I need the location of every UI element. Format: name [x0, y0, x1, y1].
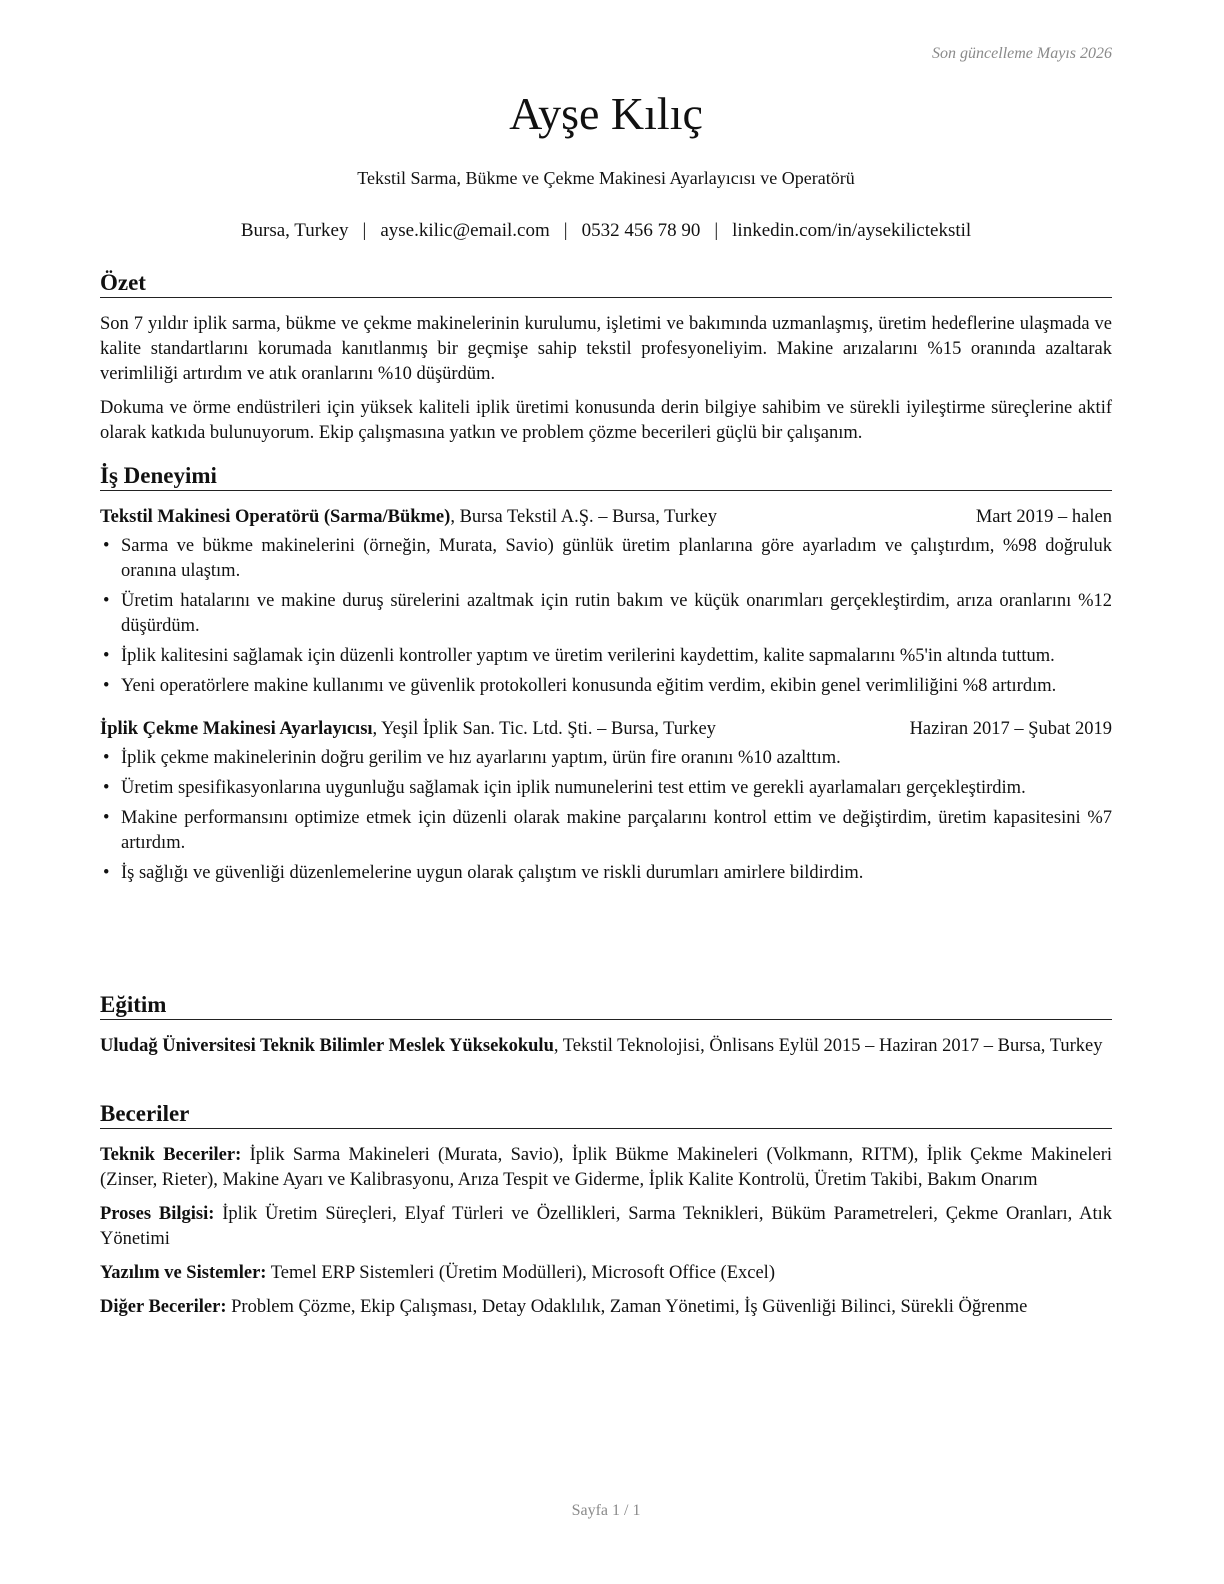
school-name: Uludağ Üniversitesi Teknik Bilimler Meslek Yüksekokulu	[100, 1036, 554, 1057]
bullet-icon: •	[103, 808, 110, 829]
skill-text: Problem Çözme, Ekip Çalışması, Detay Odaklılık, Zaman Yönetimi, İş Güvenliği Bilinci, Sürekli Öğrenme	[226, 1297, 1028, 1318]
skills-section	[100, 1101, 1112, 1329]
last-updated: Son güncelleme Mayıs 2026	[932, 45, 1112, 62]
education-entry	[100, 1034, 1112, 1059]
education-section	[100, 992, 1112, 1068]
skill-group	[100, 1202, 1112, 1252]
summary-paragraph: Son 7 yıldır iplik sarma, bükme ve çekme makinelerinin kurulumu, işletimi ve bakımında uzmanlaşmış, üretim hedeflerine ulaşmada ve kalite standartlarını korumada kanıtlanmış bir geçmişe sahip tekstil profesyoneliyim. Makine arızalarını %15 oranında azaltarak verimliliği artırdım ve atık oranlarını %10 düşürdüm.	[100, 314, 1112, 385]
contact-phone: 0532 456 78 90	[581, 220, 701, 241]
job-title: Tekstil Sarma, Bükme ve Çekme Makinesi Ayarlayıcısı ve Operatörü	[357, 168, 855, 188]
skill-text: İplik Üretim Süreçleri, Elyaf Türleri ve Özellikleri, Sarma Teknikleri, Büküm Parametreleri, Çekme Oranları, Atık Yönetimi	[100, 1204, 1112, 1250]
section-heading: İş Deneyimi	[100, 463, 1112, 491]
job-role: İplik Çekme Makinesi Ayarlayıcısı	[100, 719, 373, 740]
skill-group	[100, 1143, 1112, 1193]
contact-separator: |	[714, 220, 719, 241]
bullet-icon: •	[103, 536, 110, 557]
job-entry	[100, 505, 1112, 699]
section-heading: Eğitim	[100, 992, 1112, 1020]
resume-page	[100, 0, 1112, 1584]
bullet-icon: •	[103, 778, 110, 799]
list-item: • İş sağlığı ve güvenliği düzenlemelerine uygun olarak çalıştım ve riskli durumları amirlere bildirdim.	[100, 861, 1112, 886]
section-heading: Özet	[100, 270, 1112, 298]
contact-email[interactable]: ayse.kilic@email.com	[380, 220, 550, 241]
experience-section	[100, 463, 1112, 891]
job-company: , Bursa Tekstil A.Ş. – Bursa, Turkey	[450, 507, 717, 528]
list-item: • Makine performansını optimize etmek için düzenli olarak makine parçalarını kontrol ettim ve değiştirdim, üretim kapasitesini %7 artırdım.	[103, 808, 1112, 854]
list-item: • Sarma ve bükme makinelerini (örneğin, Murata, Savio) günlük üretim planlarına göre ayarladım ve çalıştırdım, %98 doğruluk oranına ulaştım.	[103, 536, 1112, 582]
person-name: Ayşe Kılıç	[509, 88, 703, 139]
summary-paragraph: Dokuma ve örme endüstrileri için yüksek kaliteli iplik üretimi konusunda derin bilgiye sahibim ve sürekli iyileştirme süreçlerine aktif olarak katkıda bulunuyorum. Ekip çalışmasına yatkın ve problem çözme becerileri güçlü bir çalışanım.	[100, 398, 1112, 444]
skill-text: İplik Sarma Makineleri (Murata, Savio), İplik Bükme Makineleri (Volkmann, RITM), İplik Çekme Makineleri (Zinser, Rieter), Makine Ayarı ve Kalibrasyonu, Arıza Tespit ve Giderme, İplik Kalite Kontrolü, Üretim Takibi, Bakım Onarım	[100, 1145, 1112, 1191]
job-entry	[100, 717, 1112, 886]
job-dates: Mart 2019 – halen	[975, 507, 1112, 528]
job-company: , Yeşil İplik San. Tic. Ltd. Şti. – Bursa, Turkey	[372, 719, 716, 740]
education-details: , Tekstil Teknolojisi, Önlisans Eylül 2015 – Haziran 2017 – Bursa, Turkey	[553, 1036, 1103, 1057]
contact-location: Bursa, Turkey	[240, 220, 349, 241]
job-dates: Haziran 2017 – Şubat 2019	[909, 719, 1112, 740]
bullet-icon: •	[103, 591, 110, 612]
list-item: • İplik kalitesini sağlamak için düzenli kontroller yaptım ve üretim verilerini kaydettim, kalite sapmalarını %5'in altında tuttum.	[100, 644, 1112, 669]
contact-line	[100, 220, 1112, 242]
section-heading: Beceriler	[100, 1101, 1112, 1129]
skill-label: Proses Bilgisi:	[100, 1204, 215, 1225]
job-header	[100, 717, 1112, 742]
list-item: • Yeni operatörlere makine kullanımı ve güvenlik protokolleri konusunda eğitim verdim, ekibin genel verimliliğini %8 artırdım.	[100, 674, 1112, 699]
skill-group	[100, 1261, 1112, 1286]
page-number: Sayfa 1 / 1	[571, 1502, 641, 1519]
job-role: Tekstil Makinesi Operatörü (Sarma/Bükme)	[100, 507, 451, 528]
bullet-icon: •	[103, 863, 110, 884]
skill-label: Teknik Beceriler:	[100, 1145, 242, 1166]
contact-separator: |	[563, 220, 568, 241]
summary-section	[100, 270, 1112, 455]
bullet-icon: •	[103, 646, 110, 667]
list-item: • İplik çekme makinelerinin doğru gerilim ve hız ayarlarını yaptım, ürün fire oranını %10 azalttım.	[100, 746, 1112, 771]
bullet-icon: •	[103, 676, 110, 697]
contact-separator: |	[362, 220, 367, 241]
skill-label: Diğer Beceriler:	[100, 1297, 227, 1318]
job-bullets	[100, 534, 1112, 699]
list-item: • Üretim hatalarını ve makine duruş sürelerini azaltmak için rutin bakım ve küçük onarımları gerçekleştirdim, arıza oranlarını %12 düşürdüm.	[103, 591, 1112, 637]
job-header	[100, 505, 1112, 530]
bullet-icon: •	[103, 748, 110, 769]
skill-group	[100, 1295, 1112, 1320]
list-item: • Üretim spesifikasyonlarına uygunluğu sağlamak için iplik numunelerini test ettim ve gerekli ayarlamaları gerçekleştirdim.	[100, 776, 1112, 801]
contact-linkedin[interactable]: linkedin.com/in/aysekilictekstil	[732, 220, 972, 241]
skill-label: Yazılım ve Sistemler:	[100, 1263, 267, 1284]
job-bullets	[100, 746, 1112, 886]
skill-text: Temel ERP Sistemleri (Üretim Modülleri), Microsoft Office (Excel)	[266, 1263, 775, 1284]
